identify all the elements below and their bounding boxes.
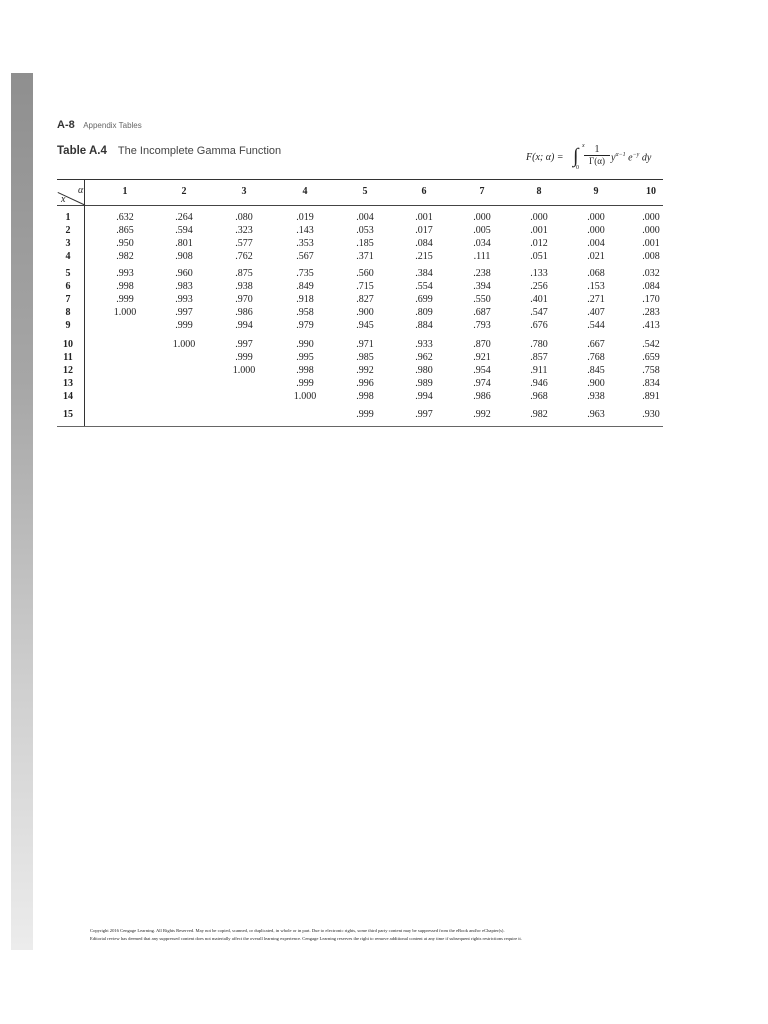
table-cell: .034 bbox=[473, 238, 491, 249]
table-cell: .900 bbox=[587, 378, 605, 389]
column-header-alpha: 10 bbox=[646, 186, 656, 197]
table-cell: .768 bbox=[587, 352, 605, 363]
row-header-x: 3 bbox=[65, 238, 71, 249]
table-cell: .567 bbox=[296, 251, 314, 262]
table-cell: .996 bbox=[356, 378, 374, 389]
table-cell: .998 bbox=[296, 365, 314, 376]
table-cell: .323 bbox=[235, 225, 253, 236]
table-cell: .986 bbox=[473, 391, 491, 402]
table-cell: .997 bbox=[175, 307, 193, 318]
row-header-x: 11 bbox=[63, 352, 73, 363]
table-cell: .801 bbox=[175, 238, 193, 249]
table-cell: .001 bbox=[530, 225, 548, 236]
table-cell: .849 bbox=[296, 281, 314, 292]
row-header-x: 9 bbox=[65, 320, 71, 331]
table-cell: .960 bbox=[175, 268, 193, 279]
table-cell: .958 bbox=[296, 307, 314, 318]
table-cell: .550 bbox=[473, 294, 491, 305]
table-cell: .954 bbox=[473, 365, 491, 376]
column-header-alpha: 1 bbox=[122, 186, 128, 197]
table-cell: .667 bbox=[587, 339, 605, 350]
table-cell: .865 bbox=[116, 225, 134, 236]
column-header-alpha: 4 bbox=[302, 186, 308, 197]
table-header-rule bbox=[57, 205, 663, 206]
table-cell: .021 bbox=[587, 251, 605, 262]
table-cell: .962 bbox=[415, 352, 433, 363]
table-cell: .986 bbox=[235, 307, 253, 318]
table-cell: .111 bbox=[473, 251, 491, 262]
table-cell: .659 bbox=[642, 352, 660, 363]
table-cell: .554 bbox=[415, 281, 433, 292]
table-cell: .999 bbox=[175, 320, 193, 331]
table-cell: .982 bbox=[530, 409, 548, 420]
table-cell: .999 bbox=[235, 352, 253, 363]
x-symbol: x bbox=[61, 194, 66, 205]
column-header-alpha: 8 bbox=[536, 186, 542, 197]
table-cell: 1.000 bbox=[293, 391, 317, 402]
table-cell: .004 bbox=[356, 212, 374, 223]
table-caption: The Incomplete Gamma Function bbox=[117, 145, 282, 157]
table-cell: .080 bbox=[235, 212, 253, 223]
table-cell: .998 bbox=[356, 391, 374, 402]
table-cell: .989 bbox=[415, 378, 433, 389]
page-gutter bbox=[11, 73, 33, 950]
table-cell: .875 bbox=[235, 268, 253, 279]
row-header-x: 15 bbox=[63, 409, 73, 420]
row-header-x: 8 bbox=[65, 307, 71, 318]
integral-sign: ∫ bbox=[573, 145, 579, 167]
table-cell: .676 bbox=[530, 320, 548, 331]
table-cell: .032 bbox=[642, 268, 660, 279]
table-cell: .185 bbox=[356, 238, 374, 249]
column-header-alpha: 2 bbox=[181, 186, 187, 197]
alpha-symbol: α bbox=[78, 185, 84, 196]
table-cell: .994 bbox=[235, 320, 253, 331]
table-cell: .544 bbox=[587, 320, 605, 331]
table-cell: .908 bbox=[175, 251, 193, 262]
table-cell: .999 bbox=[356, 409, 374, 420]
table-cell: .004 bbox=[587, 238, 605, 249]
table-cell: .762 bbox=[235, 251, 253, 262]
table-cell: .834 bbox=[642, 378, 660, 389]
table-cell: .401 bbox=[530, 294, 548, 305]
table-cell: .999 bbox=[116, 294, 134, 305]
formula-lhs: F(x; α) = bbox=[526, 152, 564, 163]
table-cell: .371 bbox=[356, 251, 374, 262]
table-stub-divider bbox=[84, 179, 85, 426]
table-cell: .170 bbox=[642, 294, 660, 305]
table-cell: .735 bbox=[296, 268, 314, 279]
row-header-x: 13 bbox=[63, 378, 73, 389]
table-cell: .017 bbox=[415, 225, 433, 236]
table-cell: .979 bbox=[296, 320, 314, 331]
row-header-x: 7 bbox=[65, 294, 71, 305]
table-cell: .001 bbox=[415, 212, 433, 223]
table-cell: .699 bbox=[415, 294, 433, 305]
table-cell: .911 bbox=[530, 365, 548, 376]
table-cell: .000 bbox=[587, 212, 605, 223]
table-cell: .238 bbox=[473, 268, 491, 279]
table-cell: .918 bbox=[296, 294, 314, 305]
table-cell: .999 bbox=[296, 378, 314, 389]
table-cell: .000 bbox=[642, 212, 660, 223]
table-cell: .993 bbox=[116, 268, 134, 279]
row-header-x: 14 bbox=[63, 391, 73, 402]
row-header-x: 10 bbox=[63, 339, 73, 350]
table-cell: .946 bbox=[530, 378, 548, 389]
table-cell: .000 bbox=[587, 225, 605, 236]
fraction-numerator: 1 bbox=[584, 144, 610, 156]
table-bottom-rule bbox=[57, 426, 663, 427]
table-cell: .143 bbox=[296, 225, 314, 236]
table-cell: .256 bbox=[530, 281, 548, 292]
table-cell: .857 bbox=[530, 352, 548, 363]
column-header-alpha: 6 bbox=[421, 186, 427, 197]
column-header-alpha: 5 bbox=[362, 186, 368, 197]
table-cell: .963 bbox=[587, 409, 605, 420]
table-cell: .019 bbox=[296, 212, 314, 223]
table-cell: .053 bbox=[356, 225, 374, 236]
table-cell: .264 bbox=[175, 212, 193, 223]
table-cell: .068 bbox=[587, 268, 605, 279]
table-cell: .000 bbox=[642, 225, 660, 236]
table-cell: .084 bbox=[642, 281, 660, 292]
table-cell: .577 bbox=[235, 238, 253, 249]
table-cell: .560 bbox=[356, 268, 374, 279]
table-cell: 1.000 bbox=[232, 365, 256, 376]
fraction-denominator: Γ(α) bbox=[589, 156, 605, 166]
table-cell: .995 bbox=[296, 352, 314, 363]
table-cell: .870 bbox=[473, 339, 491, 350]
table-cell: .005 bbox=[473, 225, 491, 236]
table-cell: .900 bbox=[356, 307, 374, 318]
table-cell: .687 bbox=[473, 307, 491, 318]
table-cell: 1.000 bbox=[113, 307, 137, 318]
table-cell: .271 bbox=[587, 294, 605, 305]
gamma-formula bbox=[526, 143, 666, 171]
table-cell: .945 bbox=[356, 320, 374, 331]
table-cell: .153 bbox=[587, 281, 605, 292]
table-cell: 1.000 bbox=[172, 339, 196, 350]
table-cell: .992 bbox=[473, 409, 491, 420]
table-cell: .001 bbox=[642, 238, 660, 249]
table-cell: .990 bbox=[296, 339, 314, 350]
column-header-alpha: 9 bbox=[593, 186, 599, 197]
table-cell: .793 bbox=[473, 320, 491, 331]
table-cell: .933 bbox=[415, 339, 433, 350]
table-cell: .715 bbox=[356, 281, 374, 292]
table-cell: .884 bbox=[415, 320, 433, 331]
copyright-notice bbox=[90, 927, 690, 943]
table-cell: .980 bbox=[415, 365, 433, 376]
table-cell: .780 bbox=[530, 339, 548, 350]
table-cell: .000 bbox=[530, 212, 548, 223]
table-cell: .413 bbox=[642, 320, 660, 331]
table-cell: .758 bbox=[642, 365, 660, 376]
integral-upper-limit: x bbox=[582, 143, 585, 149]
table-cell: .994 bbox=[415, 391, 433, 402]
table-label: Table A.4 bbox=[57, 145, 107, 157]
table-cell: .982 bbox=[116, 251, 134, 262]
table-cell: .008 bbox=[642, 251, 660, 262]
formula-fraction bbox=[584, 144, 610, 167]
table-cell: .542 bbox=[642, 339, 660, 350]
table-cell: .407 bbox=[587, 307, 605, 318]
integral-lower-limit: 0 bbox=[576, 165, 579, 171]
page-number: A-8 bbox=[57, 119, 75, 131]
row-header-x: 6 bbox=[65, 281, 71, 292]
table-cell: .133 bbox=[530, 268, 548, 279]
table-cell: .891 bbox=[642, 391, 660, 402]
table-cell: .992 bbox=[356, 365, 374, 376]
table-cell: .997 bbox=[415, 409, 433, 420]
column-header-alpha: 7 bbox=[479, 186, 485, 197]
column-header-alpha: 3 bbox=[241, 186, 247, 197]
table-cell: .547 bbox=[530, 307, 548, 318]
table-cell: .950 bbox=[116, 238, 134, 249]
table-cell: .983 bbox=[175, 281, 193, 292]
table-cell: .974 bbox=[473, 378, 491, 389]
table-cell: .353 bbox=[296, 238, 314, 249]
copyright-line-2: Editorial review has deemed that any suppressed content does not materially affect the overall learning experience. Cengage Learning reserves the right to remove additional content at any time if subsequent rights restrictions require it. bbox=[90, 936, 522, 941]
row-header-x: 5 bbox=[65, 268, 71, 279]
table-cell: .997 bbox=[235, 339, 253, 350]
table-cell: .384 bbox=[415, 268, 433, 279]
formula-rhs: $y^{\alpha-1}$ $e^{-y}$ dy bbox=[611, 152, 652, 164]
table-cell: .938 bbox=[587, 391, 605, 402]
table-top-rule bbox=[57, 179, 663, 180]
table-cell: .632 bbox=[116, 212, 134, 223]
table-title bbox=[57, 145, 281, 157]
table-cell: .968 bbox=[530, 391, 548, 402]
copyright-line-1: Copyright 2016 Cengage Learning. All Rights Reserved. May not be copied, scanned, or duplicated, in whole or in part. Due to electronic rights, some third party content may be suppressed from the eBook and/or eChapter(s). bbox=[90, 928, 505, 933]
table-cell: .845 bbox=[587, 365, 605, 376]
table-cell: .394 bbox=[473, 281, 491, 292]
table-cell: .051 bbox=[530, 251, 548, 262]
table-cell: .084 bbox=[415, 238, 433, 249]
table-cell: .938 bbox=[235, 281, 253, 292]
row-header-x: 1 bbox=[65, 212, 71, 223]
table-cell: .970 bbox=[235, 294, 253, 305]
row-header-x: 2 bbox=[65, 225, 71, 236]
table-cell: .985 bbox=[356, 352, 374, 363]
table-cell: .971 bbox=[356, 339, 374, 350]
table-cell: .215 bbox=[415, 251, 433, 262]
row-header-x: 12 bbox=[63, 365, 73, 376]
table-cell: .930 bbox=[642, 409, 660, 420]
row-header-x: 4 bbox=[65, 251, 71, 262]
table-cell: .809 bbox=[415, 307, 433, 318]
page-header bbox=[57, 115, 142, 133]
table-cell: .000 bbox=[473, 212, 491, 223]
table-cell: .993 bbox=[175, 294, 193, 305]
table-cell: .012 bbox=[530, 238, 548, 249]
table-cell: .827 bbox=[356, 294, 374, 305]
table-cell: .998 bbox=[116, 281, 134, 292]
table-cell: .921 bbox=[473, 352, 491, 363]
section-name: Appendix Tables bbox=[83, 121, 142, 130]
table-cell: .283 bbox=[642, 307, 660, 318]
table-cell: .594 bbox=[175, 225, 193, 236]
